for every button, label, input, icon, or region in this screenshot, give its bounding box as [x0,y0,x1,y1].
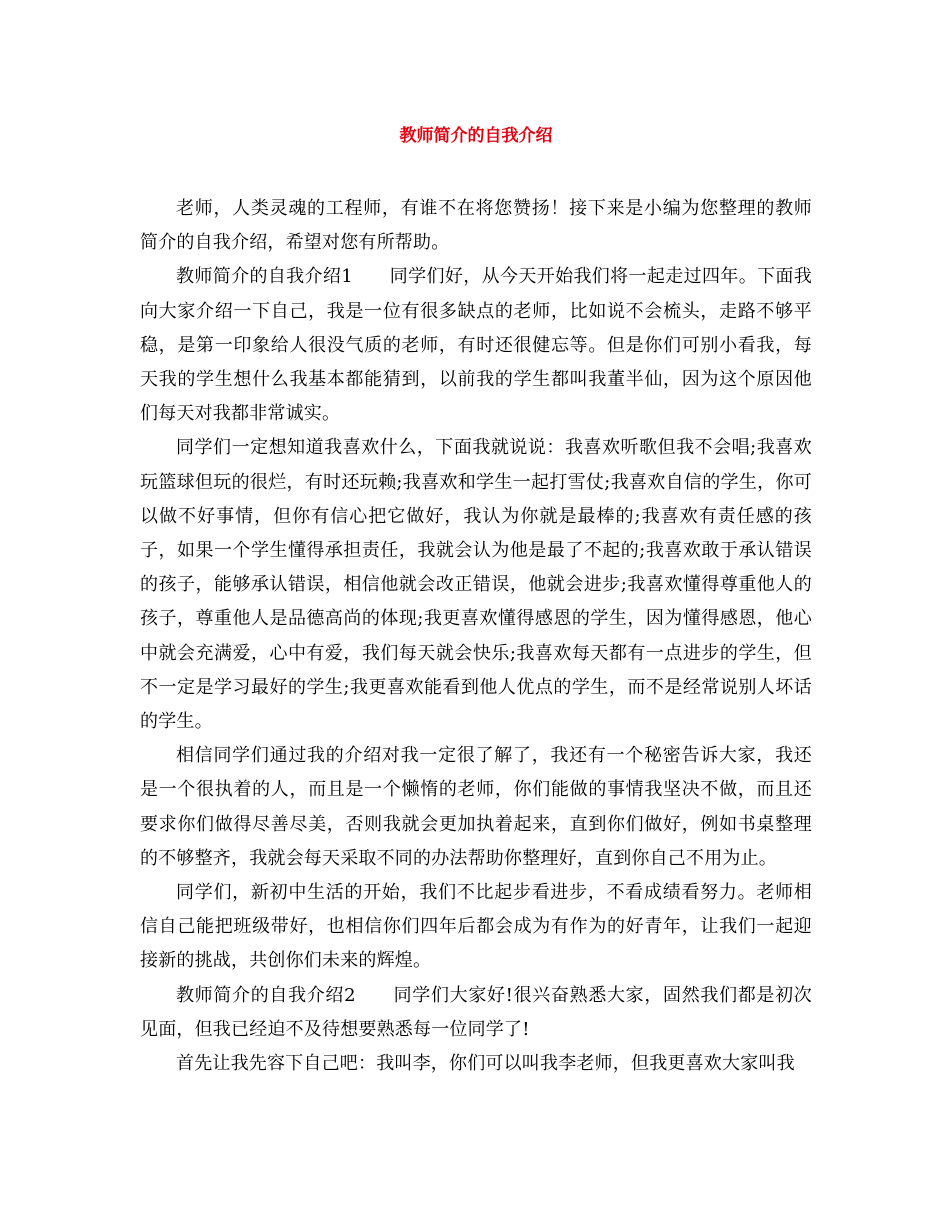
paragraph-intro-2: 教师简介的自我介绍2 同学们大家好!很兴奋熟悉大家，固然我们都是初次见面，但我已经迫不及待想要熟悉每一位同学了! [140,984,812,1040]
paragraph-intro: 老师，人类灵魂的工程师，有谁不在将您赞扬！接下来是小编为您整理的教师简介的自我介绍，希望对您有所帮助。 [140,198,812,254]
document-title: 教师简介的自我介绍 [399,126,553,146]
paragraph-encouragement: 同学们，新初中生活的开始，我们不比起步看进步，不看成绩看努力。老师相信自己能把班级带好，也相信你们四年后都会成为有作为的好青年，让我们一起迎接新的挑战，共创你们未来的辉煌。 [140,882,812,972]
paragraph-secret: 相信同学们通过我的介绍对我一定很了解了，我还有一个秘密告诉大家，我还是一个很执着的人，而且是一个懒惰的老师，你们能做的事情我坚决不做，而且还要求你们做得尽善尽美，否则我就会更加执着起来，直到你们做好，例如书桌整理的不够整齐，我就会每天采取不同的办法帮助你整理好，直到你自己不用为止。 [140,745,812,869]
document-body [140,192,812,1081]
paragraph-intro-1: 教师简介的自我介绍1 同学们好，从今天开始我们将一起走过四年。下面我向大家介绍一下自己，我是一位有很多缺点的老师，比如说不会梳头，走路不够平稳，是第一印象给人很没气质的老师，有时还很健忘等。但是你们可别小看我，每天我的学生想什么我基本都能猜到，以前我的学生都叫我董半仙，因为这个原因他们每天对我都非常诚实。 [140,266,812,425]
paragraph-likes: 同学们一定想知道我喜欢什么，下面我就说说：我喜欢听歌但我不会唱;我喜欢玩篮球但玩的很烂，有时还玩赖;我喜欢和学生一起打雪仗;我喜欢自信的学生，你可以做不好事情，但你有信心把它做好，我认为你就是最棒的;我喜欢有责任感的孩子，如果一个学生懂得承担责任，我就会认为他是最了不起的;我喜欢敢于承认错误的孩子，能够承认错误，相信他就会改正错误，他就会进步;我喜欢懂得尊重他人的孩子，尊重他人是品德高尚的体现;我更喜欢懂得感恩的学生，因为懂得感恩，他心中就会充满爱，心中有爱，我们每天就会快乐;我喜欢每天都有一点进步的学生，但不一定是学习最好的学生;我更喜欢能看到他人优点的学生，而不是经常说别人坏话的学生。 [140,437,812,733]
paragraph-self-intro: 首先让我先容下自己吧：我叫李，你们可以叫我李老师，但我更喜欢大家叫我 [176,1053,795,1075]
